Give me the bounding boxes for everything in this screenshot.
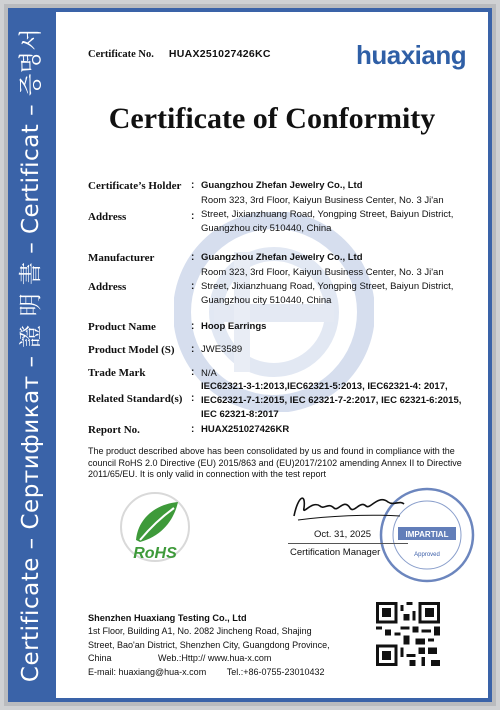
manufacturer-value: Guangzhou Zhefan Jewelry Co., Ltd — [201, 252, 363, 263]
page-title: Certificate of Conformity — [108, 102, 436, 135]
signature-icon — [288, 486, 408, 526]
colon-separator: : — [191, 180, 195, 191]
qr-code-icon — [376, 602, 440, 666]
holder-address-line-3: Guangzhou city 510440, China — [201, 223, 332, 234]
holder-address-line-2: Street, Jixianzhuang Road, Yongping Street, Baiyun District, — [201, 209, 454, 220]
issuer-address-line-2: Street, Bao'an District, Shenzhen City, Guangdong Province, — [88, 639, 330, 650]
compliance-statement: The product described above has been consolidated by us and found in compliance with the council RoHS 2.0 Directive (EU) 2015/863 and (EU)2017/2102 amending Annex II to Directive 2011/65/EU. It is only valid in connection with the test report — [88, 446, 462, 479]
product-model-label: Product Model (S) — [88, 344, 175, 356]
holder-value: Guangzhou Zhefan Jewelry Co., Ltd — [201, 180, 363, 191]
rohs-logo-icon — [116, 490, 194, 568]
issuer-country: China — [88, 653, 112, 664]
trade-mark-label: Trade Mark — [88, 367, 146, 379]
standards-line-3: IEC 62321-8:2017 — [201, 409, 279, 420]
colon-separator: : — [191, 211, 195, 222]
colon-separator: : — [191, 367, 195, 378]
issuer-email[interactable]: E-mail: huaxiang@hua-x.com — [88, 666, 207, 677]
manufacturer-address-line-3: Guangzhou city 510440, China — [201, 295, 332, 306]
standards-line-1: IEC62321-3-1:2013,IEC62321-5:2013, IEC62321-4: 2017, — [201, 381, 448, 392]
colon-separator: : — [191, 252, 195, 263]
product-name-value: Hoop Earrings — [201, 321, 267, 332]
signature-date: Oct. 31, 2025 — [314, 529, 372, 540]
holder-label: Certificate’s Holder — [88, 180, 182, 192]
stamp-center-text: IMPARTIAL — [405, 530, 449, 539]
brand-logo: huaxiang — [356, 40, 467, 70]
holder-address-line-1: Room 323, 3rd Floor, Kaiyun Business Center, No. 3 Ji'an — [201, 195, 444, 206]
certificate-number-value: HUAX251027426KC — [168, 48, 271, 60]
signature-line — [288, 543, 408, 544]
stamp-bottom-text: Approved — [414, 552, 440, 558]
report-no-value: HUAX251027426KR — [201, 424, 290, 435]
signature-role: Certification Manager — [290, 547, 381, 558]
issuer-company: Shenzhen Huaxiang Testing Co., Ltd — [88, 613, 247, 623]
colon-separator: : — [191, 321, 195, 332]
side-border-text: Certificate – Сертификат – 證 明 書 – Certificat – 증명서 — [18, 27, 44, 683]
related-standards-label: Related Standard(s) — [88, 393, 183, 405]
issuer-footer — [88, 612, 330, 679]
colon-separator: : — [191, 424, 195, 435]
certificate-page — [56, 12, 488, 698]
colon-separator: : — [191, 344, 195, 355]
issuer-phone: Tel.:+86-0755-23010432 — [226, 666, 325, 677]
product-name-label: Product Name — [88, 321, 156, 333]
manufacturer-label: Manufacturer — [88, 252, 155, 264]
trade-mark-value: N/A — [201, 368, 217, 379]
holder-address-label: Address — [88, 211, 127, 223]
colon-separator: : — [191, 393, 195, 404]
rohs-logo-text: RoHS — [133, 545, 177, 562]
manufacturer-address-label: Address — [88, 281, 127, 293]
manufacturer-address-line-1: Room 323, 3rd Floor, Kaiyun Business Center, No. 3 Ji'an — [201, 267, 444, 278]
certificate-number-label: Certificate No. — [88, 49, 154, 60]
colon-separator: : — [191, 281, 195, 292]
issuer-website[interactable]: Web.:Http:// www.hua-x.com — [158, 653, 272, 664]
certificate-number — [88, 48, 271, 60]
issuer-address-line-1: 1st Floor, Building A1, No. 2082 Jincheng Road, Shajing — [88, 626, 312, 637]
report-no-label: Report No. — [88, 424, 140, 436]
manufacturer-address-line-2: Street, Jixianzhuang Road, Yongping Street, Baiyun District, — [201, 281, 454, 292]
standards-line-2: IEC62321-7-1:2015, IEC 62321-7-2:2017, IEC 62321-6:2015, — [201, 395, 462, 406]
product-model-value: JWE3589 — [201, 344, 243, 355]
